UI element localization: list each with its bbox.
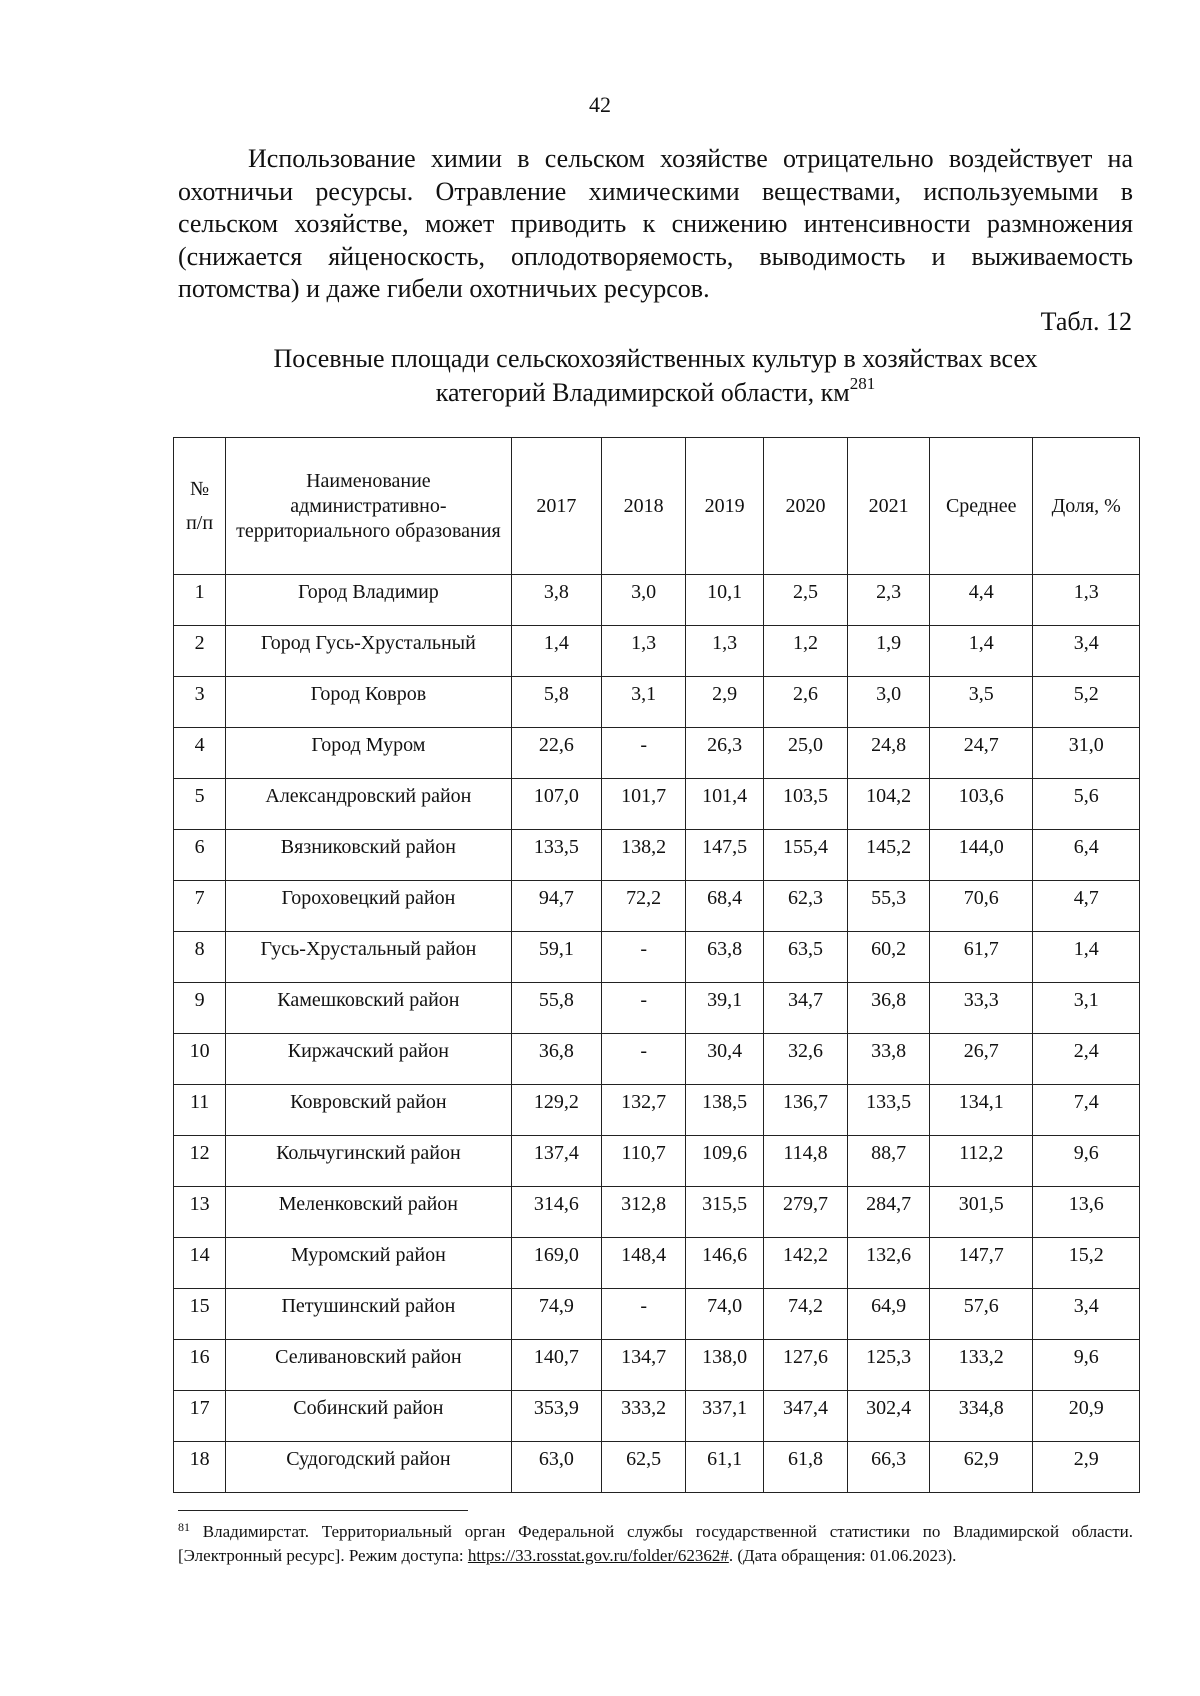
cell-number: 2 [174,626,226,677]
cell-2020: 155,4 [763,830,847,881]
header-number-abbr: п/п [186,512,214,534]
cell-number: 16 [174,1340,226,1391]
cell-2019: 109,6 [686,1136,764,1187]
cell-average: 134,1 [930,1085,1033,1136]
table-row [174,983,1140,1034]
cell-share: 9,6 [1033,1136,1140,1187]
cell-number: 10 [174,1034,226,1085]
cell-share: 15,2 [1033,1238,1140,1289]
cell-2020: 114,8 [763,1136,847,1187]
cell-2018: - [602,932,686,983]
table-header-row [174,438,1140,575]
table-row [174,728,1140,779]
table-row [174,1442,1140,1493]
cell-2017: 137,4 [511,1136,602,1187]
cell-2017: 59,1 [511,932,602,983]
cell-number: 1 [174,575,226,626]
cell-average: 61,7 [930,932,1033,983]
header-name: Наименование административно-территориального образования [226,438,511,575]
table-title-line2 [178,376,1133,410]
cell-share: 1,3 [1033,575,1140,626]
cell-2021: 145,2 [848,830,930,881]
cell-2021: 33,8 [848,1034,930,1085]
cell-2019: 147,5 [686,830,764,881]
body-paragraph: Использование химии в сельском хозяйстве отрицательно воздействует на охотничьи ресурсы. Отравление химическими веществами, используемыми в сельском хозяйстве, может приводить к снижению интенсивности размножения (снижается яйценоскость, оплодотворяемость, выводимость и выживаемость потомства) и даже гибели охотничьих ресурсов. [178,144,1133,303]
unit-exponent: 2 [849,374,859,393]
cell-average: 70,6 [930,881,1033,932]
footnote-number: 81 [178,1520,190,1534]
cell-2018: 132,7 [602,1085,686,1136]
cell-share: 1,4 [1033,932,1140,983]
cell-2017: 107,0 [511,779,602,830]
table-row [174,1391,1140,1442]
footnote-text: Владимирстат. Территориальный орган Федеральной службы государственной статистики по Владимирской области. [Электронный ресурс]. Режим доступа: [178,1522,1133,1565]
cell-2018: 72,2 [602,881,686,932]
cell-2020: 142,2 [763,1238,847,1289]
cell-number: 9 [174,983,226,1034]
cell-2017: 55,8 [511,983,602,1034]
header-2018: 2018 [602,438,686,575]
cell-2018: 148,4 [602,1238,686,1289]
header-number-sign: № [190,478,210,500]
cell-2017: 169,0 [511,1238,602,1289]
cell-average: 62,9 [930,1442,1033,1493]
cell-2021: 55,3 [848,881,930,932]
cell-2020: 74,2 [763,1289,847,1340]
cell-average: 103,6 [930,779,1033,830]
cell-name: Селивановский район [226,1340,511,1391]
cell-name: Город Владимир [226,575,511,626]
cell-average: 33,3 [930,983,1033,1034]
cell-2019: 1,3 [686,626,764,677]
cell-number: 5 [174,779,226,830]
cell-2019: 74,0 [686,1289,764,1340]
cell-average: 57,6 [930,1289,1033,1340]
cell-2019: 337,1 [686,1391,764,1442]
cell-2018: 333,2 [602,1391,686,1442]
cell-average: 3,5 [930,677,1033,728]
cell-name: Город Ковров [226,677,511,728]
cell-2020: 61,8 [763,1442,847,1493]
cell-2020: 279,7 [763,1187,847,1238]
cell-number: 11 [174,1085,226,1136]
table-row [174,1238,1140,1289]
cell-2020: 103,5 [763,779,847,830]
table-row [174,1340,1140,1391]
table-row [174,1187,1140,1238]
table-row [174,830,1140,881]
table-row [174,626,1140,677]
cell-2019: 2,9 [686,677,764,728]
header-2019: 2019 [686,438,764,575]
cell-2018: - [602,1289,686,1340]
cell-2017: 36,8 [511,1034,602,1085]
cell-2021: 133,5 [848,1085,930,1136]
cell-share: 2,4 [1033,1034,1140,1085]
table-title-line1: Посевные площади сельскохозяйственных культур в хозяйствах всех [273,344,1038,373]
cell-number: 6 [174,830,226,881]
footnote-link[interactable]: https://33.rosstat.gov.ru/folder/62362# [467,1546,729,1565]
table-row [174,1289,1140,1340]
cell-2017: 22,6 [511,728,602,779]
cell-2021: 88,7 [848,1136,930,1187]
cell-2018: 1,3 [602,626,686,677]
cell-average: 24,7 [930,728,1033,779]
table-row [174,575,1140,626]
cell-name: Камешковский район [226,983,511,1034]
cell-2021: 3,0 [848,677,930,728]
cell-2018: 101,7 [602,779,686,830]
header-average: Среднее [930,438,1033,575]
cell-2019: 138,5 [686,1085,764,1136]
cell-name: Муромский район [226,1238,511,1289]
cell-average: 144,0 [930,830,1033,881]
cell-2019: 138,0 [686,1340,764,1391]
cell-2020: 2,5 [763,575,847,626]
cell-2020: 62,3 [763,881,847,932]
table-row [174,1136,1140,1187]
cell-name: Меленковский район [226,1187,511,1238]
cell-number: 17 [174,1391,226,1442]
cell-average: 1,4 [930,626,1033,677]
cell-share: 31,0 [1033,728,1140,779]
cell-2020: 136,7 [763,1085,847,1136]
cell-2017: 314,6 [511,1187,602,1238]
cell-2020: 34,7 [763,983,847,1034]
cell-name: Ковровский район [226,1085,511,1136]
cell-2021: 132,6 [848,1238,930,1289]
cell-average: 133,2 [930,1340,1033,1391]
cell-2020: 1,2 [763,626,847,677]
cell-share: 2,9 [1033,1442,1140,1493]
cell-2018: 312,8 [602,1187,686,1238]
table-label: Табл. 12 [1040,307,1132,336]
footnote-text-end: . (Дата обращения: 01.06.2023). [728,1546,957,1565]
table-row [174,881,1140,932]
cell-name: Город Гусь-Хрустальный [226,626,511,677]
cell-number: 4 [174,728,226,779]
cell-average: 334,8 [930,1391,1033,1442]
cell-2018: - [602,983,686,1034]
footnote-separator [178,1510,468,1511]
cell-2018: 110,7 [602,1136,686,1187]
cell-2018: - [602,1034,686,1085]
cell-2020: 32,6 [763,1034,847,1085]
sown-area-table [173,437,1140,1493]
cell-name: Судогодский район [226,1442,511,1493]
cell-2021: 104,2 [848,779,930,830]
cell-2019: 315,5 [686,1187,764,1238]
cell-share: 4,7 [1033,881,1140,932]
cell-number: 12 [174,1136,226,1187]
cell-2017: 140,7 [511,1340,602,1391]
footnote-reference: 81 [858,374,876,393]
cell-2017: 1,4 [511,626,602,677]
cell-2019: 26,3 [686,728,764,779]
cell-share: 3,1 [1033,983,1140,1034]
cell-name: Вязниковский район [226,830,511,881]
cell-number: 18 [174,1442,226,1493]
cell-2017: 133,5 [511,830,602,881]
cell-2020: 2,6 [763,677,847,728]
cell-share: 9,6 [1033,1340,1140,1391]
cell-average: 112,2 [930,1136,1033,1187]
cell-name: Город Муром [226,728,511,779]
cell-2017: 5,8 [511,677,602,728]
cell-2017: 94,7 [511,881,602,932]
cell-2019: 63,8 [686,932,764,983]
cell-2021: 24,8 [848,728,930,779]
cell-number: 15 [174,1289,226,1340]
cell-share: 5,6 [1033,779,1140,830]
cell-2017: 74,9 [511,1289,602,1340]
header-2021: 2021 [848,438,930,575]
cell-number: 13 [174,1187,226,1238]
cell-2020: 347,4 [763,1391,847,1442]
header-2017: 2017 [511,438,602,575]
cell-number: 3 [174,677,226,728]
cell-2018: 62,5 [602,1442,686,1493]
cell-2019: 68,4 [686,881,764,932]
cell-number: 14 [174,1238,226,1289]
table-row [174,677,1140,728]
cell-name: Гороховецкий район [226,881,511,932]
cell-share: 6,4 [1033,830,1140,881]
cell-name: Александровский район [226,779,511,830]
cell-2018: 3,1 [602,677,686,728]
cell-share: 3,4 [1033,1289,1140,1340]
cell-name: Собинский район [226,1391,511,1442]
cell-name: Кольчугинский район [226,1136,511,1187]
table-body [174,575,1140,1493]
cell-number: 7 [174,881,226,932]
cell-2019: 61,1 [686,1442,764,1493]
cell-2017: 353,9 [511,1391,602,1442]
cell-2019: 30,4 [686,1034,764,1085]
table-row [174,1034,1140,1085]
footnote [178,1520,1133,1568]
cell-average: 4,4 [930,575,1033,626]
cell-2019: 146,6 [686,1238,764,1289]
cell-2018: 138,2 [602,830,686,881]
cell-2020: 63,5 [763,932,847,983]
table-title-line2-text: категорий Владимирской области, км [435,378,850,407]
table-row [174,779,1140,830]
header-2020: 2020 [763,438,847,575]
cell-average: 147,7 [930,1238,1033,1289]
page-number: 42 [589,92,611,117]
cell-name: Гусь-Хрустальный район [226,932,511,983]
cell-share: 20,9 [1033,1391,1140,1442]
table-row [174,1085,1140,1136]
cell-average: 301,5 [930,1187,1033,1238]
cell-2018: 134,7 [602,1340,686,1391]
cell-2021: 125,3 [848,1340,930,1391]
cell-average: 26,7 [930,1034,1033,1085]
cell-2019: 10,1 [686,575,764,626]
cell-name: Киржачский район [226,1034,511,1085]
cell-2017: 3,8 [511,575,602,626]
cell-share: 3,4 [1033,626,1140,677]
cell-2020: 25,0 [763,728,847,779]
header-number [174,438,226,575]
cell-share: 7,4 [1033,1085,1140,1136]
cell-2021: 60,2 [848,932,930,983]
cell-2018: 3,0 [602,575,686,626]
table-title [178,342,1133,410]
cell-name: Петушинский район [226,1289,511,1340]
cell-2019: 101,4 [686,779,764,830]
cell-2020: 127,6 [763,1340,847,1391]
cell-2021: 36,8 [848,983,930,1034]
cell-2021: 1,9 [848,626,930,677]
cell-2021: 64,9 [848,1289,930,1340]
cell-2017: 129,2 [511,1085,602,1136]
cell-2019: 39,1 [686,983,764,1034]
cell-share: 13,6 [1033,1187,1140,1238]
cell-number: 8 [174,932,226,983]
cell-2018: - [602,728,686,779]
table-row [174,932,1140,983]
cell-2021: 302,4 [848,1391,930,1442]
cell-2021: 284,7 [848,1187,930,1238]
cell-share: 5,2 [1033,677,1140,728]
cell-2021: 66,3 [848,1442,930,1493]
cell-2021: 2,3 [848,575,930,626]
cell-2017: 63,0 [511,1442,602,1493]
header-share: Доля, % [1033,438,1140,575]
